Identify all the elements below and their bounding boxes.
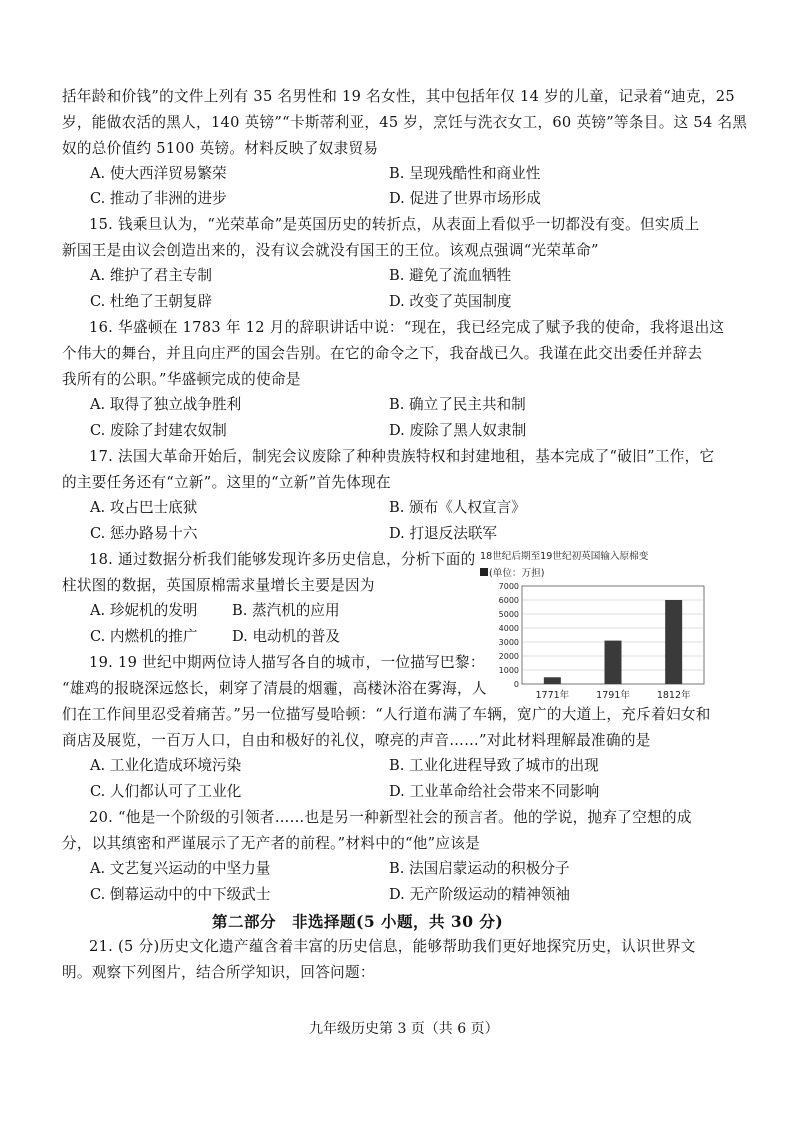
q20-line-2: 分，以其缜密和严谨展示了无产者的前程。”材料中的“他”应该是 (62, 835, 481, 852)
q17-option-c: C. 惩办路易十六 (90, 525, 198, 542)
q19-option-a: A. 工业化造成环境污染 (90, 757, 242, 774)
q20-option-b: B. 法国启蒙运动的积极分子 (389, 860, 570, 877)
q16-option-d: D. 废除了黑人奴隶制 (389, 422, 527, 439)
x-tick-label: 1812年 (656, 690, 691, 701)
y-tick-label: 6000 (498, 596, 519, 605)
q14-option-a: A. 使大西洋贸易繁荣 (90, 165, 227, 182)
bar-1791年 (605, 641, 622, 684)
y-tick-label: 5000 (498, 610, 519, 619)
q14-option-b: B. 呈现残酷性和商业性 (389, 165, 541, 182)
q18-line-2: 柱状图的数据，英国原棉需求量增长主要是因为 (62, 577, 375, 594)
q15-option-d: D. 改变了英国制度 (389, 293, 512, 310)
q15-line-2: 新国王是由议会创造出来的，没有议会就没有国王的王位。该观点强调“光荣革命” (62, 242, 599, 259)
q17-option-b: B. 颁布《人权宣言》 (389, 499, 526, 516)
q18-option-d: D. 电动机的普及 (232, 628, 341, 645)
y-tick-label: 4000 (498, 624, 519, 633)
q18-option-b: B. 蒸汽机的应用 (232, 602, 340, 619)
q17-option-a: A. 攻占巴士底狱 (90, 499, 198, 516)
q16-option-b: B. 确立了民主共和制 (389, 396, 526, 413)
q20-line-1: 20. “他是一个阶级的引领者……也是另一种新型社会的预言者。他的学说，抛弃了空想的成 (89, 809, 692, 826)
q19-option-b: B. 工业化进程导致了城市的出现 (389, 757, 599, 774)
q14-option-c: C. 推动了非洲的进步 (90, 190, 227, 207)
q14-line-3: 奴的总价值约 5100 英镑。材料反映了奴隶贸易 (62, 140, 379, 157)
q14-line-2: 岁，能做农活的黑人，140 英镑”“卡斯蒂利亚，45 岁，烹饪与洗衣女工，60 英镑”等条目。这 54 名黑 (62, 114, 748, 131)
y-tick-label: 2000 (498, 652, 519, 661)
q20-option-d: D. 无产阶级运动的精神领袖 (389, 886, 570, 903)
q19-line-2: “雄鸡的报晓深远悠长，刺穿了清晨的烟霾，高楼沐浴在雾海，人 (62, 680, 487, 697)
bar-1771年 (544, 677, 561, 684)
q19-option-d: D. 工业革命给社会带来不同影响 (389, 783, 600, 800)
cotton-import-bar-chart (478, 548, 708, 704)
bar-1812年 (665, 600, 682, 684)
q17-option-d: D. 打退反法联军 (389, 525, 498, 542)
q17-line-2: 的主要任务还有“立新”。这里的“立新”首先体现在 (62, 474, 391, 491)
q17-line-1: 17. 法国大革命开始后，制宪会议废除了种种贵族特权和封建地租，基本完成了“破旧”工作，它 (89, 448, 715, 465)
q15-line-1: 15. 钱乘旦认为，“光荣革命”是英国历史的转折点，从表面上看似乎一切都没有变。但实质上 (89, 216, 700, 233)
q18-option-a: A. 珍妮机的发明 (90, 602, 198, 619)
q21-line-1: 21. (5 分)历史文化遗产蕴含着丰富的历史信息，能够帮助我们更好地探究历史，认识世界文 (89, 938, 696, 955)
part2-heading: 第二部分 非选择题(5 小题，共 30 分) (212, 912, 504, 931)
q14-line-1: 括年龄和价钱”的文件上列有 35 名男性和 19 名女性，其中包括年仅 14 岁的儿童，记录着“迪克，25 (62, 88, 735, 105)
q14-option-d: D. 促进了世界市场形成 (389, 190, 541, 207)
q19-option-c: C. 人们都认可了工业化 (90, 783, 242, 800)
q20-option-c: C. 倒幕运动中的中下级武士 (90, 886, 271, 903)
q16-option-a: A. 取得了独立战争胜利 (90, 396, 242, 413)
x-tick-label: 1791年 (596, 690, 630, 701)
q16-line-2: 个伟大的舞台，并且向庄严的国会告别。在它的命令之下，我奋战已久。我谨在此交出委任并辞去 (62, 345, 703, 362)
q19-line-3: 们在工作间里忍受着痛苦。”另一位描写曼哈顿：“人行道布满了车辆，宽广的大道上，充斥着妇女和 (62, 706, 711, 723)
legend-swatch (480, 568, 488, 576)
page-footer: 九年级历史第 3 页（共 6 页） (309, 1021, 499, 1037)
q18-option-c: C. 内燃机的推广 (90, 628, 198, 645)
q15-option-c: C. 杜绝了王朝复辟 (90, 293, 213, 310)
q20-option-a: A. 文艺复兴运动的中坚力量 (90, 860, 271, 877)
q15-option-b: B. 避免了流血牺牲 (389, 267, 512, 284)
y-tick-label: 1000 (498, 666, 519, 675)
q16-line-1: 16. 华盛顿在 1783 年 12 月的辞职讲话中说：“现在，我已经完成了赋予我的使命，我将退出这 (89, 319, 725, 336)
q15-option-a: A. 维护了君主专制 (90, 267, 212, 284)
x-tick-labels (535, 689, 691, 701)
q19-line-1: 19. 19 世纪中期两位诗人描写各自的城市，一位描写巴黎： (89, 654, 485, 671)
q21-line-2: 明。观察下列图片，结合所学知识，回答问题： (62, 964, 375, 981)
y-tick-label: 3000 (498, 638, 519, 647)
x-tick-label: 1771年 (535, 690, 570, 701)
q16-option-c: C. 废除了封建农奴制 (90, 422, 227, 439)
y-tick-label: 0 (513, 680, 519, 689)
q16-line-3: 我所有的公职。”华盛顿完成的使命是 (62, 371, 301, 388)
q18-line-1: 18. 通过数据分析我们能够发现许多历史信息，分析下面的 (89, 551, 476, 568)
q19-line-4: 商店及展览，一百万人口，自由和极好的礼仪，嘹亮的声音……”对此材料理解最准确的是 (62, 732, 651, 749)
chart-unit-label: (单位：万担) (489, 568, 545, 579)
y-tick-label: 7000 (498, 582, 519, 591)
chart-title: 18世纪后期至19世纪初英国输入原棉变 (480, 551, 649, 562)
